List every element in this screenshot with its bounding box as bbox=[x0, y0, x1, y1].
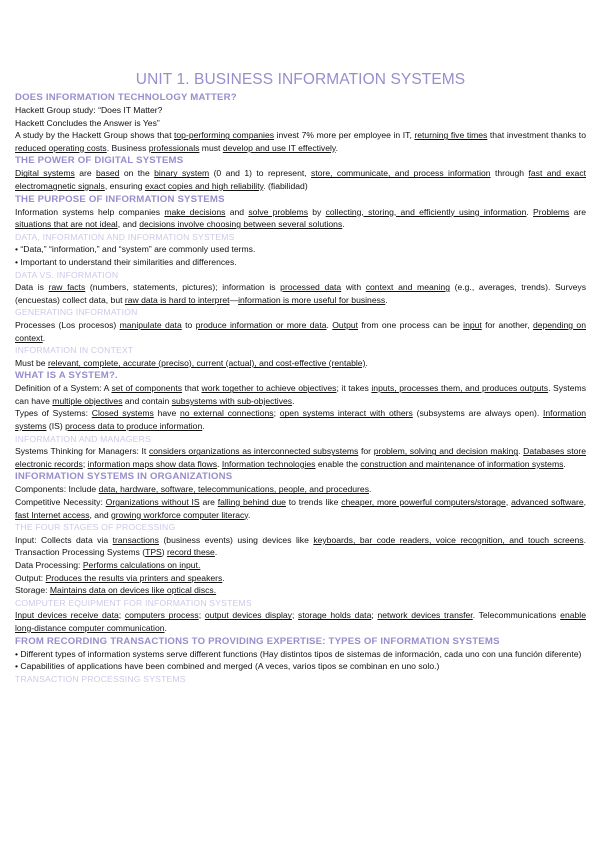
underlined-text: processed data bbox=[280, 282, 342, 293]
subsection-heading bbox=[15, 673, 586, 686]
subsection-heading bbox=[15, 521, 586, 534]
text-run: . bbox=[42, 332, 46, 343]
text-run: THE POWER OF DIGITAL SYSTEMS bbox=[15, 155, 184, 167]
underlined-text: open systems interact with others bbox=[279, 408, 413, 419]
underlined-text: relevant, complete, accurate (preciso), current (actual), and cost-effective (rentable) bbox=[47, 357, 366, 368]
underlined-text: top-performing companies bbox=[174, 130, 275, 141]
text-run: and contain bbox=[122, 395, 172, 406]
underlined-text: Output bbox=[332, 319, 359, 330]
text-run: . Transaction Processing Systems ( bbox=[15, 534, 586, 558]
text-run: GENERATING INFORMATION bbox=[15, 307, 138, 318]
section-heading bbox=[15, 91, 586, 104]
paragraph bbox=[15, 117, 586, 130]
document-body bbox=[15, 91, 586, 685]
text-run: FROM RECORDING TRANSACTIONS TO PROVIDING EXPERTISE: TYPES OF INFORMATION SYSTEMS bbox=[15, 635, 500, 647]
text-run: Storage: bbox=[15, 585, 50, 596]
text-run: (e.g., averages, trends). Surveys (encuestas) collect data, but bbox=[15, 282, 587, 305]
text-run: DATA, INFORMATION AND INFORMATION SYSTEMS bbox=[15, 231, 235, 242]
text-run: INFORMATION AND MANAGERS bbox=[15, 433, 151, 444]
paragraph bbox=[15, 660, 586, 673]
underlined-text: develop and use IT effectively bbox=[222, 142, 336, 153]
underlined-text: produce information or more data bbox=[195, 319, 327, 330]
text-run: Processes (Los procesos) bbox=[15, 319, 120, 330]
text-run: Competitive Necessity: bbox=[15, 497, 106, 508]
text-run: through bbox=[490, 168, 529, 179]
underlined-text: raw data is hard to interpret bbox=[124, 294, 230, 305]
text-run: Data Processing: bbox=[15, 560, 83, 570]
underlined-text: Databases store electronic records bbox=[15, 446, 587, 469]
underlined-text: information is more useful for business bbox=[238, 294, 386, 305]
paragraph bbox=[15, 483, 586, 496]
underlined-text: Input devices receive data bbox=[15, 610, 119, 621]
text-run: for another, bbox=[481, 319, 533, 330]
underlined-text: depending on context bbox=[15, 319, 586, 343]
underlined-text: raw facts bbox=[48, 282, 86, 293]
underlined-text: Produces the results via printers and speakers bbox=[45, 572, 223, 583]
underlined-text: Performs calculations on input. bbox=[82, 560, 201, 570]
text-run: . (fiabilidad) bbox=[263, 180, 308, 191]
underlined-text: fast Internet access bbox=[15, 509, 90, 520]
text-run: Information systems help companies bbox=[15, 206, 165, 217]
text-run: (subsystems are always open). bbox=[412, 408, 544, 419]
text-run: ; bbox=[291, 610, 299, 621]
text-run: that investment thanks to bbox=[487, 130, 586, 141]
paragraph bbox=[15, 206, 586, 231]
text-run: (numbers, statements, pictures); information is bbox=[85, 282, 281, 293]
text-run: . bbox=[164, 622, 167, 633]
text-run: . bbox=[326, 319, 333, 330]
paragraph bbox=[15, 534, 586, 559]
underlined-text: record these bbox=[167, 547, 215, 558]
text-run: INFORMATION SYSTEMS IN ORGANIZATIONS bbox=[15, 471, 233, 483]
text-run: . bbox=[365, 357, 368, 368]
text-run: are bbox=[199, 497, 218, 508]
underlined-text: storage holds data bbox=[298, 610, 372, 621]
text-run: COMPUTER EQUIPMENT FOR INFORMATION SYSTEMS bbox=[15, 597, 252, 608]
underlined-text: advanced software bbox=[511, 497, 584, 508]
underlined-text: Problems bbox=[533, 206, 570, 217]
underlined-text: construction and maintenance of information systems bbox=[360, 458, 564, 469]
text-run: on the bbox=[119, 168, 155, 179]
paragraph bbox=[15, 648, 586, 661]
text-run: ; bbox=[118, 610, 125, 621]
text-run: . bbox=[526, 206, 534, 217]
underlined-text: inputs, processes them, and produces outputs bbox=[371, 383, 549, 394]
paragraph bbox=[15, 609, 586, 634]
text-run: TRANSACTION PROCESSING SYSTEMS bbox=[15, 673, 186, 684]
text-run: . bbox=[563, 458, 566, 469]
underlined-text: decisions involve choosing between several solutions bbox=[139, 219, 343, 230]
underlined-text: returning five times bbox=[414, 130, 488, 141]
underlined-text: context and meaning bbox=[365, 282, 450, 293]
text-run: ; bbox=[371, 610, 378, 621]
text-run: Components: Include bbox=[15, 484, 99, 495]
underlined-text: network devices transfer bbox=[377, 610, 473, 621]
underlined-text: Maintains data on devices like optical discs. bbox=[49, 585, 217, 596]
text-run: Hackett Group study: “Does IT Matter? bbox=[15, 105, 163, 115]
text-run: Types of Systems: bbox=[15, 408, 92, 419]
underlined-text: fast and exact electromagnetic signals bbox=[15, 168, 587, 191]
text-run: . bbox=[292, 395, 295, 406]
page-title: UNIT 1. BUSINESS INFORMATION SYSTEMS bbox=[135, 71, 466, 88]
paragraph bbox=[15, 243, 586, 256]
text-run: WHAT IS A SYSTEM?. bbox=[15, 370, 118, 382]
text-run: . bbox=[342, 219, 345, 230]
paragraph bbox=[15, 559, 586, 572]
paragraph bbox=[15, 496, 586, 521]
document-page bbox=[15, 70, 586, 685]
text-run: for bbox=[358, 446, 374, 457]
underlined-text: output devices display bbox=[204, 610, 292, 621]
text-run: THE PURPOSE OF INFORMATION SYSTEMS bbox=[15, 193, 225, 205]
text-run: ; bbox=[82, 458, 88, 469]
underlined-text: data, hardware, software, telecommunications, people, and procedures bbox=[98, 484, 369, 495]
text-run: must bbox=[199, 142, 223, 153]
underlined-text: based bbox=[96, 168, 120, 179]
underlined-text: growing workforce computer literacy bbox=[111, 509, 248, 520]
text-run: . bbox=[518, 446, 524, 457]
underlined-text: Closed systems bbox=[91, 408, 154, 419]
underlined-text: Digital systems bbox=[15, 168, 75, 179]
paragraph bbox=[15, 129, 586, 154]
text-run: , and bbox=[89, 509, 112, 520]
text-run: Definition of a System: A bbox=[15, 383, 112, 394]
subsection-heading bbox=[15, 231, 586, 244]
underlined-text: exact copies and high reliability bbox=[144, 180, 264, 191]
subsection-heading bbox=[15, 344, 586, 357]
underlined-text: Information technologies bbox=[221, 458, 316, 469]
text-run: ; bbox=[273, 408, 280, 419]
subsection-heading bbox=[15, 597, 586, 610]
text-run: , and bbox=[117, 219, 140, 230]
paragraph bbox=[15, 572, 586, 585]
section-heading bbox=[15, 193, 586, 206]
subsection-heading bbox=[15, 306, 586, 319]
underlined-text: Information systems bbox=[15, 408, 587, 432]
paragraph bbox=[15, 104, 586, 117]
text-run: . bbox=[214, 547, 218, 558]
underlined-text: TPS bbox=[145, 547, 162, 558]
text-run: (business events) using devices like bbox=[158, 534, 314, 545]
text-run: DOES INFORMATION TECHNOLOGY MATTER? bbox=[15, 92, 237, 103]
subsection-heading bbox=[15, 433, 586, 446]
text-run: ; it takes bbox=[336, 383, 372, 394]
text-run: . bbox=[385, 294, 388, 305]
text-run: ) bbox=[161, 547, 168, 558]
text-run: Systems Thinking for Managers: It bbox=[15, 446, 149, 457]
underlined-text: situations that are not ideal bbox=[15, 219, 118, 230]
underlined-text: binary system bbox=[154, 168, 210, 179]
text-run: . bbox=[222, 572, 225, 583]
text-run: , bbox=[583, 497, 587, 508]
paragraph bbox=[15, 445, 586, 470]
text-run: have bbox=[153, 408, 181, 419]
underlined-text: enable long-distance computer communication bbox=[15, 610, 586, 633]
text-run: Input: Collects data via bbox=[15, 534, 113, 545]
underlined-text: reduced operating costs bbox=[15, 142, 107, 153]
text-run: , bbox=[505, 497, 512, 508]
underlined-text: set of components bbox=[111, 383, 183, 394]
text-run: . bbox=[202, 421, 205, 432]
text-run: DATA VS. INFORMATION bbox=[15, 269, 119, 280]
underlined-text: collecting, storing, and efficiently using information bbox=[325, 206, 527, 217]
text-run: (IS) bbox=[46, 421, 66, 432]
underlined-text: cheaper, more powerful computers/storage bbox=[341, 497, 506, 508]
paragraph bbox=[15, 357, 586, 370]
underlined-text: work together to achieve objectives bbox=[201, 383, 337, 394]
section-heading bbox=[15, 369, 586, 382]
text-run: ; bbox=[198, 610, 205, 621]
text-run: . bbox=[369, 484, 372, 495]
paragraph bbox=[15, 584, 586, 597]
text-run: . Business bbox=[106, 142, 149, 153]
paragraph bbox=[15, 382, 586, 407]
text-run: are bbox=[74, 168, 97, 179]
underlined-text: information maps show data flows bbox=[87, 458, 218, 469]
text-run: that bbox=[182, 383, 202, 394]
text-run: THE FOUR STAGES OF PROCESSING bbox=[15, 522, 176, 533]
underlined-text: transactions bbox=[112, 534, 159, 545]
text-run: • “Data,” “information,” and “system” are commonly used terms. bbox=[15, 244, 256, 255]
text-run: , ensuring bbox=[104, 180, 145, 191]
text-run: • Capabilities of applications have been combined and merged (A veces, varios tipos se combinan en uno solo.) bbox=[15, 661, 440, 672]
underlined-text: Organizations without IS bbox=[105, 497, 200, 508]
text-run: to bbox=[181, 319, 196, 330]
paragraph bbox=[15, 407, 586, 432]
text-run: . Systems can have bbox=[15, 383, 586, 406]
section-heading bbox=[15, 154, 586, 167]
underlined-text: solve problems bbox=[248, 206, 308, 217]
subsection-heading bbox=[15, 269, 586, 282]
underlined-text: store, communicate, and process information bbox=[311, 168, 491, 179]
text-run: (0 and 1) to represent, bbox=[209, 168, 312, 179]
underlined-text: input bbox=[463, 319, 482, 330]
text-run: Output: bbox=[15, 572, 46, 583]
text-run: . bbox=[247, 509, 251, 520]
text-run: • Different types of information systems serve different functions (Hay distintos tipos de sistemas de información, cada uno con una función diferente) bbox=[15, 648, 582, 659]
text-run: Data is bbox=[15, 282, 49, 293]
text-run: INFORMATION IN CONTEXT bbox=[15, 345, 134, 356]
underlined-text: keyboards, bar code readers, voice recognition, and touch screens bbox=[313, 534, 584, 545]
underlined-text: process data to produce information bbox=[65, 421, 203, 432]
underlined-text: no external connections bbox=[180, 408, 274, 419]
text-run: are bbox=[569, 206, 587, 217]
text-run: Hackett Concludes the Answer is Yes” bbox=[15, 117, 160, 128]
underlined-text: professionals bbox=[148, 142, 200, 153]
underlined-text: considers organizations as interconnected subsystems bbox=[148, 446, 359, 457]
text-run: to trends like bbox=[285, 497, 342, 508]
paragraph bbox=[15, 319, 586, 344]
underlined-text: falling behind due bbox=[217, 497, 286, 508]
text-run: by bbox=[308, 206, 326, 217]
section-heading bbox=[15, 470, 586, 483]
text-run: from one process can be bbox=[358, 319, 464, 330]
underlined-text: computers process bbox=[124, 610, 199, 621]
text-run: . bbox=[335, 142, 338, 153]
text-run: A study by the Hackett Group shows that bbox=[15, 130, 175, 141]
text-run: . bbox=[217, 458, 222, 469]
underlined-text: problem, solving and decision making bbox=[373, 446, 519, 457]
text-run: . Telecommunications bbox=[472, 610, 561, 621]
text-run: invest 7% more per employee in IT, bbox=[274, 130, 415, 141]
paragraph bbox=[15, 281, 586, 306]
text-run: with bbox=[341, 282, 366, 293]
text-run: — bbox=[229, 294, 239, 305]
text-run: enable the bbox=[315, 458, 361, 469]
text-run: and bbox=[225, 206, 249, 217]
paragraph bbox=[15, 256, 586, 269]
text-run: Must be bbox=[15, 357, 48, 368]
text-run: • Important to understand their similarities and differences. bbox=[15, 256, 237, 267]
paragraph bbox=[15, 167, 586, 192]
underlined-text: multiple objectives bbox=[52, 395, 123, 406]
underlined-text: manipulate data bbox=[119, 319, 182, 330]
section-heading bbox=[15, 635, 586, 648]
underlined-text: subsystems with sub-objectives bbox=[171, 395, 293, 406]
underlined-text: make decisions bbox=[164, 206, 226, 217]
